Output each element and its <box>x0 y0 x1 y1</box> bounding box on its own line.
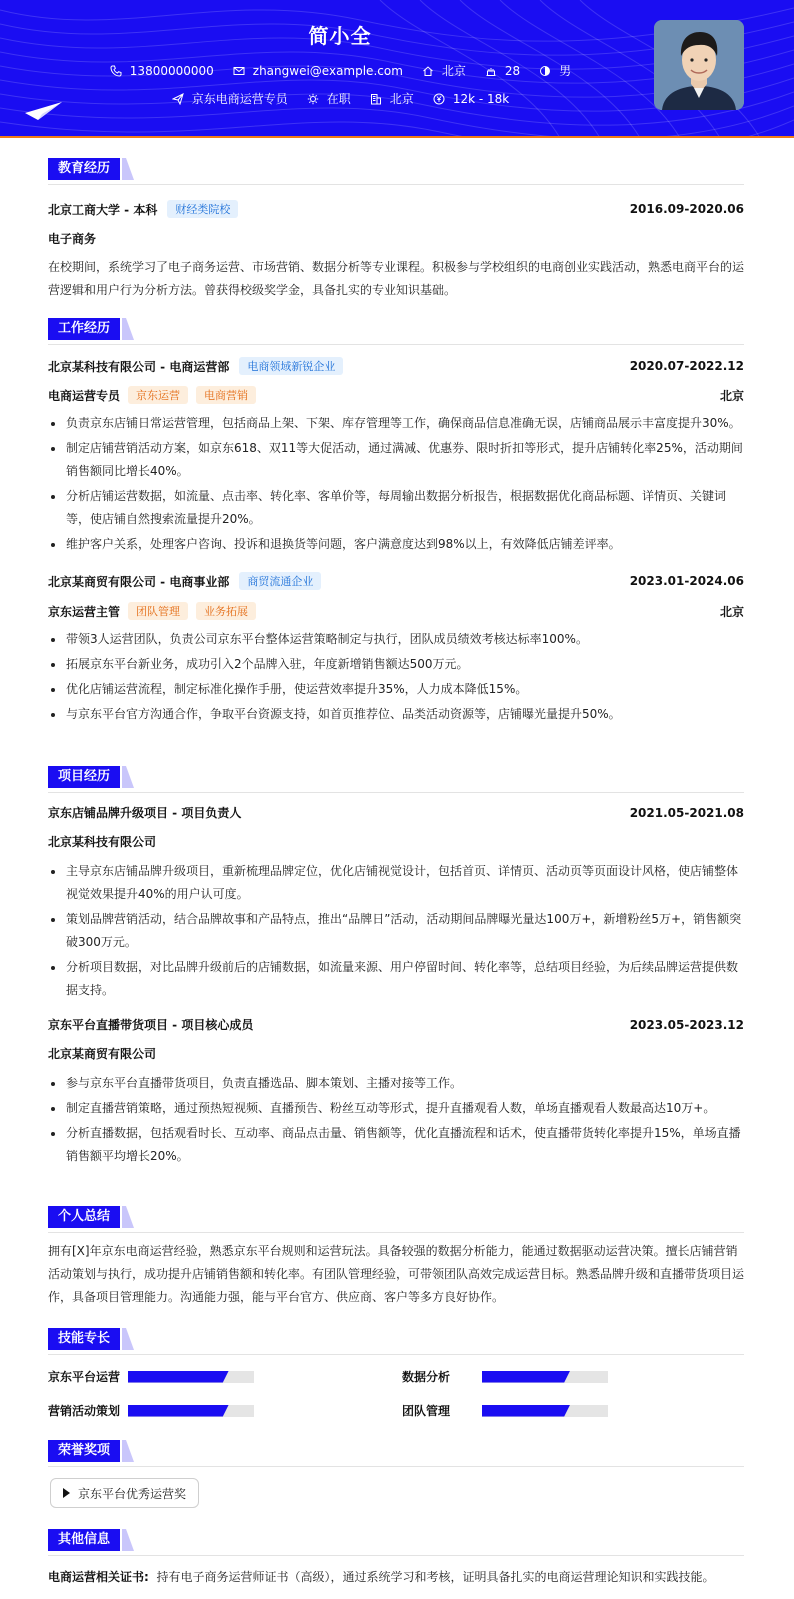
list-item: 拓展京东平台新业务，成功引入2个品牌入驻，年度新增销售额达500万元。 <box>48 653 744 676</box>
major-row <box>48 230 744 247</box>
skill-item <box>48 1368 254 1385</box>
target-job-text: 京东电商运营专员 <box>191 92 288 106</box>
skill-bar-fill <box>128 1405 229 1417</box>
status-icon <box>306 92 320 106</box>
section-divider <box>48 1354 744 1355</box>
job-header-row <box>48 572 744 590</box>
award-item[interactable] <box>50 1478 199 1508</box>
skill-item <box>402 1402 608 1419</box>
project-date: 2021.05-2021.08 <box>629 805 744 820</box>
project-duties-list <box>48 860 744 1004</box>
email-item <box>232 64 403 78</box>
education-description: 在校期间，系统学习了电子商务运营、市场营销、数据分析等专业课程。积极参与学校组织的电商创业实践活动，熟悉电商平台的运营逻辑和用户行为分析方法。曾获得校级奖学金，具备扎实的专业知识基础。 <box>48 260 745 297</box>
skill-name: 数据分析 <box>402 1370 451 1384</box>
age-item <box>484 64 520 78</box>
major-name: 电子商务 <box>48 232 97 246</box>
skill-name: 京东平台运营 <box>48 1370 121 1384</box>
section-title: 荣誉奖项 <box>48 1440 120 1462</box>
play-triangle-icon <box>63 1488 70 1498</box>
section-title: 工作经历 <box>48 318 120 340</box>
city-text: 北京 <box>441 64 466 78</box>
home-icon <box>421 64 435 78</box>
role-tag: 京东运营 <box>128 386 188 404</box>
skill-item <box>48 1402 254 1419</box>
job-date: 2020.07-2022.12 <box>629 359 744 373</box>
list-item: 制定店铺营销活动方案，如京东618、双11等大促活动，通过满减、优惠券、限时折扣等形式，提升店铺转化率25%，活动期间销售额同比增长40%。 <box>48 437 744 483</box>
phone-icon <box>109 64 123 78</box>
phone-item <box>109 64 214 78</box>
job-header-row <box>48 357 744 375</box>
skill-bar-track <box>482 1405 608 1417</box>
project-header-row <box>48 1016 744 1033</box>
gender-text: 男 <box>559 64 572 78</box>
project-company: 北京某商贸有限公司 <box>48 1047 157 1061</box>
job-location: 北京 <box>719 388 744 403</box>
education-heading <box>48 158 744 180</box>
honors-heading <box>48 1440 744 1462</box>
company-name: 北京某科技有限公司 - 电商运营部 <box>48 359 230 374</box>
list-item: 策划品牌营销活动，结合品牌故事和产品特点，推出“品牌日”活动，活动期间品牌曝光量达100万+，新增粉丝5万+，销售额突破300万元。 <box>48 908 744 954</box>
list-item: 与京东平台官方沟通合作，争取平台资源支持，如首页推荐位、品类活动资源等，店铺曝光量提升50%。 <box>48 703 744 726</box>
title-tail-decoration <box>122 766 134 788</box>
salary-item <box>432 92 509 106</box>
title-tail-decoration <box>122 1529 134 1551</box>
list-item: 分析直播数据，包括观看时长、互动率、商品点击量、销售额等，优化直播流程和话术，使直播带货转化率提升15%，单场直播销售额平均增长20%。 <box>48 1122 744 1168</box>
avatar <box>654 20 744 110</box>
school-tag: 财经类院校 <box>167 200 238 218</box>
project-name: 京东平台直播带货项目 - 项目核心成员 <box>48 1018 254 1032</box>
list-item: 负责京东店铺日常运营管理，包括商品上架、下架、库存管理等工作，确保商品信息准确无误，店铺商品展示丰富度提升30%。 <box>48 412 744 435</box>
resume-header <box>0 0 794 138</box>
skill-bar-track <box>482 1371 608 1383</box>
status-text: 在职 <box>326 92 351 106</box>
title-tail-decoration <box>122 1328 134 1350</box>
list-item: 主导京东店铺品牌升级项目，重新梳理品牌定位，优化店铺视觉设计，包括首页、详情页、活动页等页面设计风格，使店铺整体视觉效果提升40%的用户认可度。 <box>48 860 744 906</box>
section-title: 其他信息 <box>48 1529 120 1551</box>
candidate-name: 简小全 <box>308 24 372 48</box>
target-job-item <box>171 90 288 107</box>
project-name: 京东店铺品牌升级项目 - 项目负责人 <box>48 806 242 820</box>
target-city-item <box>369 90 414 107</box>
job-duties-list <box>48 412 744 558</box>
education-section <box>48 158 745 297</box>
job-role: 电商运营专员 <box>48 388 121 403</box>
project-date: 2023.05-2023.12 <box>629 1017 744 1032</box>
project-header-row <box>48 804 744 821</box>
city-item <box>421 62 466 79</box>
section-title: 技能专长 <box>48 1328 120 1350</box>
certificate-line <box>48 1567 744 1587</box>
list-item: 维护客户关系，处理客户咨询、投诉和退换货等问题，客户满意度达到98%以上，有效降低店铺差评率。 <box>48 533 744 556</box>
list-item: 制定直播营销策略，通过预热短视频、直播预告、粉丝互动等形式，提升直播观看人数，单场直播观看人数最高达10万+。 <box>48 1097 744 1120</box>
intention-row <box>0 90 680 107</box>
title-tail-decoration <box>122 318 134 340</box>
skills-section <box>48 1328 744 1418</box>
skill-name: 营销活动策划 <box>48 1404 121 1418</box>
email-text: zhangwei@example.com <box>252 63 403 78</box>
gender-icon <box>538 64 552 78</box>
job-role-row <box>48 602 744 620</box>
role-tag: 业务拓展 <box>196 602 256 620</box>
salary-text: 12k - 18k <box>452 91 510 106</box>
certificate-label: 电商运营相关证书: <box>48 1570 149 1584</box>
projects-section <box>48 766 744 1163</box>
section-divider <box>48 1232 744 1233</box>
summary-section <box>48 1206 745 1304</box>
list-item: 分析店铺运营数据，如流量、点击率、转化率、客单价等，每周输出数据分析报告，根据数据优化商品标题、详情页、关键词等，使店铺自然搜索流量提升20%。 <box>48 485 744 531</box>
list-item: 分析项目数据，对比品牌升级前后的店铺数据，如流量来源、用户停留时间、转化率等，总结项目经验，为后续品牌运营提供数据支持。 <box>48 956 744 1002</box>
role-tag: 电商营销 <box>196 386 256 404</box>
school-name: 北京工商大学 - 本科 <box>48 202 158 217</box>
cake-icon <box>484 64 498 78</box>
skill-bar-fill <box>128 1371 229 1383</box>
work-heading <box>48 318 744 340</box>
list-item: 参与京东平台直播带货项目，负责直播选品、脚本策划、主播对接等工作。 <box>48 1072 744 1095</box>
job-location: 北京 <box>719 604 744 619</box>
header-accent-bar <box>0 136 794 138</box>
company-name: 北京某商贸有限公司 - 电商事业部 <box>48 574 230 589</box>
summary-heading <box>48 1206 744 1228</box>
job-role-row <box>48 386 744 404</box>
education-header-row <box>48 200 744 218</box>
section-title: 项目经历 <box>48 766 120 788</box>
job-duties-list <box>48 628 744 728</box>
skill-bar-fill <box>482 1371 570 1383</box>
age-text: 28 <box>504 63 521 78</box>
other-section <box>48 1529 744 1584</box>
skill-item <box>402 1368 608 1385</box>
award-name: 京东平台优秀运营奖 <box>78 1486 187 1501</box>
projects-heading <box>48 766 744 788</box>
job-date: 2023.01-2024.06 <box>629 574 744 588</box>
skill-bar-track <box>128 1371 254 1383</box>
section-title: 教育经历 <box>48 158 120 180</box>
skills-heading <box>48 1328 744 1350</box>
paper-plane-icon <box>24 100 64 124</box>
honors-section <box>48 1440 744 1501</box>
list-item: 优化店铺运营流程，制定标准化操作手册，使运营效率提升35%，人力成本降低15%。 <box>48 678 744 701</box>
role-tag: 团队管理 <box>128 602 188 620</box>
company-tag: 电商领域新锐企业 <box>239 357 343 375</box>
certificate-text: 持有电子商务运营师证书（高级），通过系统学习和考核，证明具备扎实的电商运营理论知识和实践技能。 <box>156 1570 715 1584</box>
phone-text: 13800000000 <box>129 63 214 78</box>
gender-item <box>538 62 571 79</box>
section-divider <box>48 792 744 793</box>
work-section <box>48 318 744 721</box>
section-divider <box>48 184 744 185</box>
job-role: 京东运营主管 <box>48 604 121 619</box>
project-company-row <box>48 1045 744 1062</box>
building-icon <box>369 92 383 106</box>
section-divider <box>48 344 744 345</box>
section-divider <box>48 1555 744 1556</box>
skill-name: 团队管理 <box>402 1404 451 1418</box>
title-tail-decoration <box>122 1206 134 1228</box>
send-icon <box>171 92 185 106</box>
title-tail-decoration <box>122 1440 134 1462</box>
list-item: 带领3人运营团队，负责公司京东平台整体运营策略制定与执行，团队成员绩效考核达标率100%。 <box>48 628 744 651</box>
company-tag: 商贸流通企业 <box>239 572 321 590</box>
other-heading <box>48 1529 744 1551</box>
project-company: 北京某科技有限公司 <box>48 835 157 849</box>
summary-text: 拥有[X]年京东电商运营经验，熟悉京东平台规则和运营玩法。具备较强的数据分析能力，能通过数据驱动运营决策。擅长店铺营销活动策划与执行，成功提升店铺销售额和转化率。有团队管理经验，可带领团队高效完成运营目标。熟悉品牌升级和直播带货项目运作，具备项目管理能力。沟通能力强，能与平台官方、供应商、客户等多方良好协作。 <box>48 1244 745 1304</box>
title-tail-decoration <box>122 158 134 180</box>
mail-icon <box>232 64 246 78</box>
target-city-text: 北京 <box>389 92 414 106</box>
avatar-portrait-icon <box>654 20 744 110</box>
skill-bar-track <box>128 1405 254 1417</box>
status-item <box>306 90 351 107</box>
education-date: 2016.09-2020.06 <box>629 202 744 216</box>
project-duties-list <box>48 1072 744 1170</box>
yen-icon <box>432 92 446 106</box>
project-company-row <box>48 833 744 850</box>
contact-row <box>0 62 680 79</box>
section-title: 个人总结 <box>48 1206 120 1228</box>
section-divider <box>48 1466 744 1467</box>
skill-bar-fill <box>482 1405 570 1417</box>
